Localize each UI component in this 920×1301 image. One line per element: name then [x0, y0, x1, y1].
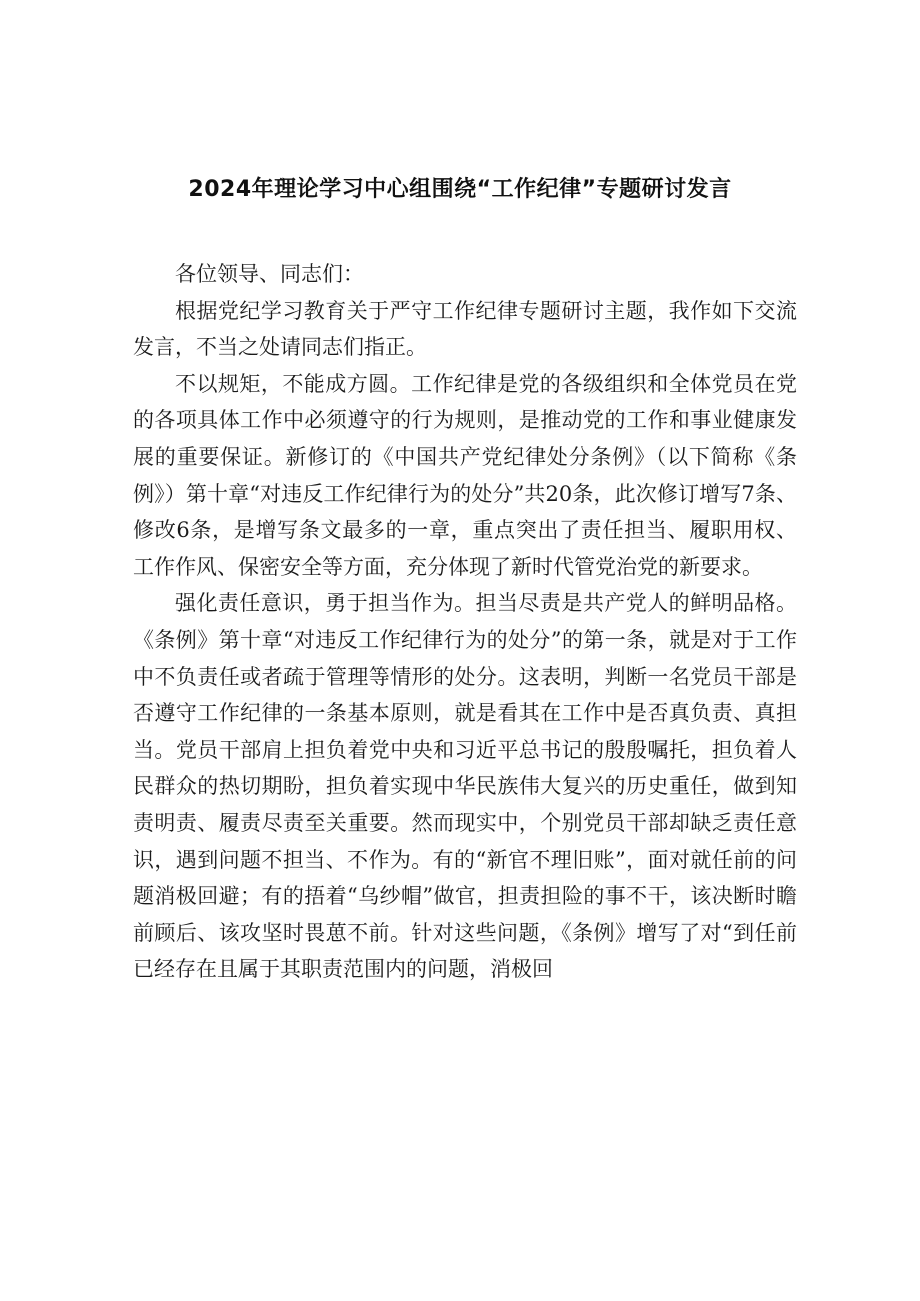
document-body	[133, 256, 797, 988]
paragraph-responsibility: 强化责任意识，勇于担当作为。担当尽责是共产党人的鲜明品格。《条例》第十章“对违反工作纪律行为的处分”的第一条，就是对于工作中不负责任或者疏于管理等情形的处分。这表明，判断一名党员干部是否遵守工作纪律的一条基本原则，就是看其在工作中是否真负责、真担当。党员干部肩上担负着党中央和习近平总书记的殷殷嘱托，担负着人民群众的热切期盼，担负着实现中华民族伟大复兴的历史重任，做到知责明责、履责尽责至关重要。然而现实中，个别党员干部却缺乏责任意识，遇到问题不担当、不作为。有的“新官不理旧账”，面对就任前的问题消极回避；有的捂着“乌纱帽”做官，担责担险的事不干，该决断时瞻前顾后、该攻坚时畏葸不前。针对这些问题，《条例》增写了对“到任前已经存在且属于其职责范围内的问题，消极回	[133, 591, 797, 982]
salutation: 各位领导、同志们：	[175, 262, 364, 286]
paragraph-intro: 根据党纪学习教育关于严守工作纪律专题研讨主题，我作如下交流发言，不当之处请同志们指正。	[133, 298, 797, 360]
paragraph-background: 不以规矩，不能成方圆。工作纪律是党的各级组织和全体党员在党的各项具体工作中必须遵守的行为规则，是推动党的工作和事业健康发展的重要保证。新修订的《中国共产党纪律处分条例》（以下简称《条例》）第十章“对违反工作纪律行为的处分”共20条，此次修订增写7条、修改6条，是增写条文最多的一章，重点突出了责任担当、履职用权、工作作风、保密安全等方面，充分体现了新时代管党治党的新要求。	[133, 371, 797, 579]
document-title: 2024年理论学习中心组围绕“工作纪律”专题研讨发言	[188, 177, 732, 202]
